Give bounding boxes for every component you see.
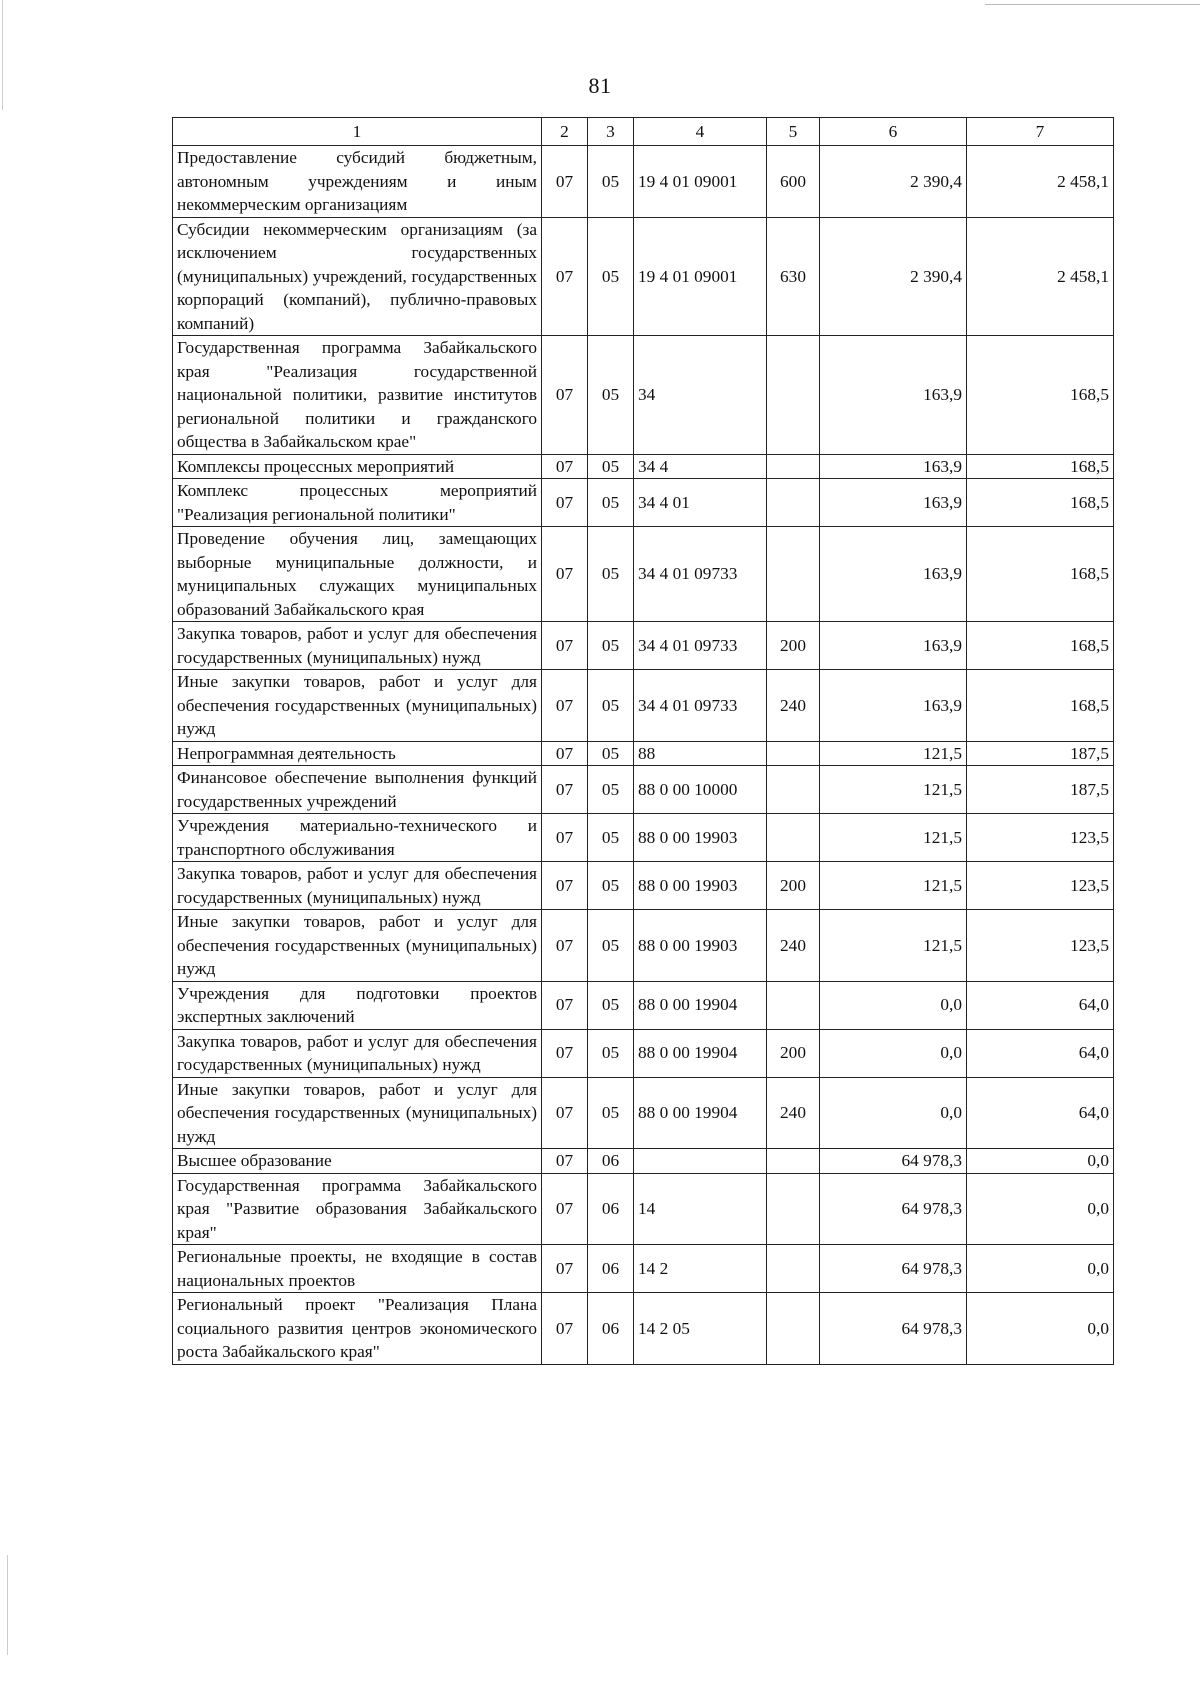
subsection-code: 05 [588,622,634,670]
section-code: 07 [542,622,588,670]
section-code: 07 [542,814,588,862]
expense-type-code [767,1173,820,1245]
amount-col6: 64 978,3 [820,1293,967,1365]
target-article-code: 88 0 00 19904 [634,1077,767,1149]
target-article-code: 88 0 00 19903 [634,814,767,862]
section-code: 07 [542,454,588,479]
amount-col7: 168,5 [967,527,1114,622]
item-name: Иные закупки товаров, работ и услуг для обеспечения государственных (муниципальных) нужд [173,670,542,742]
table-row [173,981,1114,1029]
section-code: 07 [542,1077,588,1149]
expense-type-code [767,741,820,766]
item-name: Субсидии некоммерческим организациям (за исключением государственных (муниципальных) учреждений, государственных корпораций (компаний), публично-правовых компаний) [173,217,542,336]
section-code: 07 [542,1245,588,1293]
amount-col6: 0,0 [820,1077,967,1149]
target-article-code: 34 4 01 09733 [634,527,767,622]
target-article-code: 88 0 00 19903 [634,910,767,982]
expense-type-code [767,454,820,479]
subsection-code: 05 [588,1077,634,1149]
amount-col7: 0,0 [967,1173,1114,1245]
amount-col7: 187,5 [967,741,1114,766]
amount-col6: 163,9 [820,336,967,455]
subsection-code: 05 [588,217,634,336]
target-article-code: 88 0 00 10000 [634,766,767,814]
table-row [173,1149,1114,1174]
table-row [173,1077,1114,1149]
section-code: 07 [542,1029,588,1077]
amount-col6: 0,0 [820,1029,967,1077]
subsection-code: 05 [588,479,634,527]
table-header-row [173,118,1114,146]
column-header: 1 [173,118,542,146]
amount-col7: 0,0 [967,1149,1114,1174]
target-article-code: 19 4 01 09001 [634,217,767,336]
item-name: Государственная программа Забайкальского края "Развитие образования Забайкальского края" [173,1173,542,1245]
amount-col6: 163,9 [820,527,967,622]
expense-type-code [767,479,820,527]
expense-type-code [767,1149,820,1174]
table-row [173,1029,1114,1077]
amount-col6: 121,5 [820,814,967,862]
item-name: Закупка товаров, работ и услуг для обеспечения государственных (муниципальных) нужд [173,622,542,670]
section-code: 07 [542,1293,588,1365]
section-code: 07 [542,670,588,742]
expense-type-code [767,981,820,1029]
table-row [173,336,1114,455]
amount-col7: 123,5 [967,814,1114,862]
target-article-code [634,1149,767,1174]
subsection-code: 05 [588,527,634,622]
expense-type-code [767,1245,820,1293]
subsection-code: 05 [588,146,634,218]
amount-col6: 64 978,3 [820,1173,967,1245]
section-code: 07 [542,1149,588,1174]
subsection-code: 06 [588,1173,634,1245]
expense-type-code [767,766,820,814]
subsection-code: 06 [588,1245,634,1293]
item-name: Государственная программа Забайкальского края "Реализация государственной национальной политики, развитие институтов региональной политики и гражданского общества в Забайкальском крае" [173,336,542,455]
expense-type-code: 200 [767,862,820,910]
amount-col7: 64,0 [967,1029,1114,1077]
item-name: Региональный проект "Реализация Плана социального развития центров экономического роста Забайкальского края" [173,1293,542,1365]
expense-type-code: 240 [767,910,820,982]
table-row [173,454,1114,479]
section-code: 07 [542,217,588,336]
amount-col7: 64,0 [967,1077,1114,1149]
subsection-code: 05 [588,670,634,742]
section-code: 07 [542,1173,588,1245]
item-name: Предоставление субсидий бюджетным, автономным учреждениям и иным некоммерческим организациям [173,146,542,218]
expense-type-code: 200 [767,1029,820,1077]
expense-type-code: 240 [767,1077,820,1149]
target-article-code: 19 4 01 09001 [634,146,767,218]
amount-col6: 121,5 [820,910,967,982]
table-row [173,527,1114,622]
amount-col7: 168,5 [967,670,1114,742]
amount-col6: 64 978,3 [820,1245,967,1293]
target-article-code: 88 0 00 19904 [634,1029,767,1077]
target-article-code: 34 4 01 09733 [634,622,767,670]
amount-col7: 168,5 [967,454,1114,479]
subsection-code: 05 [588,981,634,1029]
amount-col6: 2 390,4 [820,217,967,336]
item-name: Региональные проекты, не входящие в состав национальных проектов [173,1245,542,1293]
expense-type-code: 630 [767,217,820,336]
table-row [173,1245,1114,1293]
amount-col6: 64 978,3 [820,1149,967,1174]
item-name: Учреждения для подготовки проектов экспертных заключений [173,981,542,1029]
item-name: Высшее образование [173,1149,542,1174]
table-row [173,741,1114,766]
table-row [173,479,1114,527]
column-header: 3 [588,118,634,146]
amount-col6: 163,9 [820,479,967,527]
item-name: Финансовое обеспечение выполнения функций государственных учреждений [173,766,542,814]
table-row [173,1173,1114,1245]
expense-type-code: 240 [767,670,820,742]
table-row [173,146,1114,218]
item-name: Закупка товаров, работ и услуг для обеспечения государственных (муниципальных) нужд [173,862,542,910]
section-code: 07 [542,479,588,527]
table-row [173,1293,1114,1365]
amount-col6: 121,5 [820,766,967,814]
column-header: 7 [967,118,1114,146]
section-code: 07 [542,336,588,455]
target-article-code: 88 0 00 19903 [634,862,767,910]
section-code: 07 [542,766,588,814]
amount-col6: 163,9 [820,454,967,479]
amount-col6: 2 390,4 [820,146,967,218]
amount-col6: 163,9 [820,622,967,670]
amount-col6: 0,0 [820,981,967,1029]
amount-col7: 187,5 [967,766,1114,814]
amount-col7: 168,5 [967,336,1114,455]
subsection-code: 05 [588,741,634,766]
amount-col7: 123,5 [967,862,1114,910]
expense-type-code [767,814,820,862]
amount-col7: 0,0 [967,1293,1114,1365]
target-article-code: 34 4 01 09733 [634,670,767,742]
column-header: 2 [542,118,588,146]
item-name: Комплекс процессных мероприятий "Реализация региональной политики" [173,479,542,527]
subsection-code: 05 [588,1029,634,1077]
subsection-code: 06 [588,1149,634,1174]
column-header: 6 [820,118,967,146]
amount-col7: 2 458,1 [967,217,1114,336]
amount-col6: 121,5 [820,741,967,766]
amount-col7: 123,5 [967,910,1114,982]
section-code: 07 [542,981,588,1029]
page-number: 81 [588,73,612,98]
table-row [173,766,1114,814]
subsection-code: 05 [588,454,634,479]
subsection-code: 05 [588,862,634,910]
amount-col6: 121,5 [820,862,967,910]
item-name: Проведение обучения лиц, замещающих выборные муниципальные должности, и муниципальных служащих муниципальных образований Забайкальского края [173,527,542,622]
subsection-code: 05 [588,814,634,862]
subsection-code: 05 [588,910,634,982]
amount-col6: 163,9 [820,670,967,742]
item-name: Учреждения материально-технического и транспортного обслуживания [173,814,542,862]
section-code: 07 [542,910,588,982]
item-name: Закупка товаров, работ и услуг для обеспечения государственных (муниципальных) нужд [173,1029,542,1077]
target-article-code: 34 [634,336,767,455]
target-article-code: 14 [634,1173,767,1245]
table-row [173,862,1114,910]
table-row [173,622,1114,670]
scan-edge-line [7,1555,8,1655]
amount-col7: 2 458,1 [967,146,1114,218]
item-name: Иные закупки товаров, работ и услуг для обеспечения государственных (муниципальных) нужд [173,1077,542,1149]
target-article-code: 14 2 05 [634,1293,767,1365]
subsection-code: 05 [588,336,634,455]
table-row [173,670,1114,742]
target-article-code: 34 4 01 [634,479,767,527]
scan-edge-line [985,4,1200,5]
amount-col7: 168,5 [967,622,1114,670]
subsection-code: 06 [588,1293,634,1365]
section-code: 07 [542,741,588,766]
subsection-code: 05 [588,766,634,814]
section-code: 07 [542,527,588,622]
expense-type-code: 600 [767,146,820,218]
table-row [173,217,1114,336]
amount-col7: 0,0 [967,1245,1114,1293]
table-row [173,910,1114,982]
target-article-code: 14 2 [634,1245,767,1293]
expense-type-code [767,336,820,455]
item-name: Непрограммная деятельность [173,741,542,766]
column-header: 5 [767,118,820,146]
target-article-code: 88 0 00 19904 [634,981,767,1029]
amount-col7: 168,5 [967,479,1114,527]
column-header: 4 [634,118,767,146]
table-row [173,814,1114,862]
target-article-code: 88 [634,741,767,766]
expense-type-code [767,527,820,622]
section-code: 07 [542,862,588,910]
item-name: Иные закупки товаров, работ и услуг для обеспечения государственных (муниципальных) нужд [173,910,542,982]
expense-type-code: 200 [767,622,820,670]
target-article-code: 34 4 [634,454,767,479]
budget-table [172,117,1114,1365]
item-name: Комплексы процессных мероприятий [173,454,542,479]
expense-type-code [767,1293,820,1365]
section-code: 07 [542,146,588,218]
amount-col7: 64,0 [967,981,1114,1029]
